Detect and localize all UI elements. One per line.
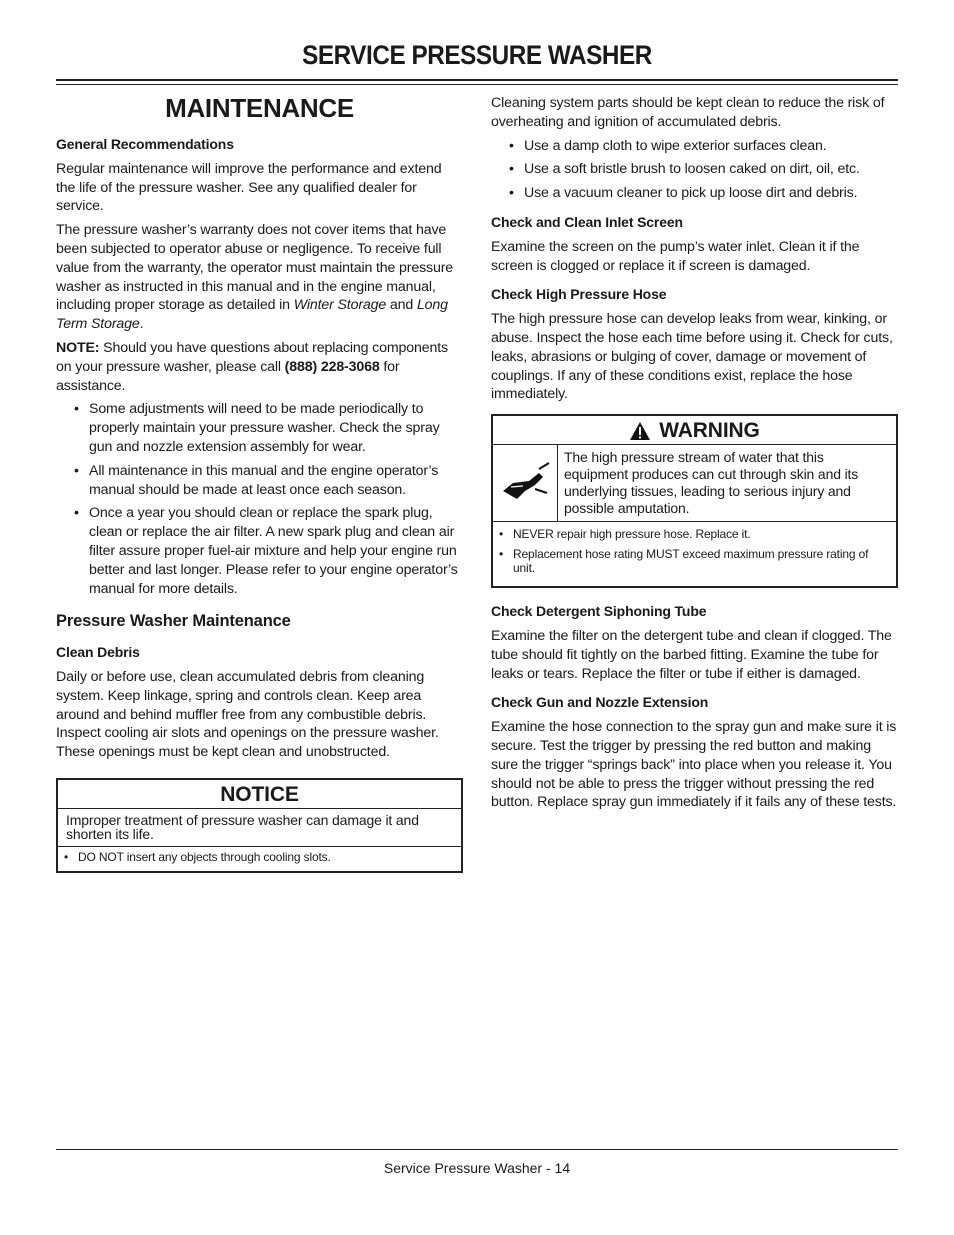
phone-number: (888) 228-3068 (284, 358, 380, 375)
warning-header (493, 416, 896, 445)
list-item: • Use a soft bristle brush to loosen caked on dirt, oil, etc. (491, 160, 898, 179)
list-item: • Once a year you should clean or replace the spark plug, clean or replace the air filter. A new spark plug and clean air filter assure proper fuel-air mixture and help your engine run better and last longer. Please refer to your engine operator’s manual for more details. (56, 504, 463, 598)
paragraph: Regular maintenance will improve the performance and extend the life of the pressure washer. See any qualified dealer for service. (56, 160, 442, 215)
warranty-paragraph (56, 221, 463, 334)
paragraph: Daily or before use, clean accumulated debris from cleaning system. Keep linkage, spring and controls clean. Keep area around and behind muffler free from any combustible debris. Inspect cooling air slots and openings on the pressure washer. These openings must be kept clean and unobstructed. (56, 668, 439, 761)
cleaning-list (491, 137, 898, 203)
section-title: MAINTENANCE (165, 93, 354, 123)
footer-rule (56, 1149, 898, 1150)
long-term-storage-ref: Long Term Storage (56, 297, 448, 333)
header-rule (56, 79, 898, 81)
text: . (139, 316, 144, 333)
paragraph: Cleaning system parts should be kept clean to reduce the risk of overheating and ignition of accumulated debris. (491, 95, 885, 130)
notice-box (56, 778, 463, 873)
warning-text: The high pressure stream of water that this equipment produces can cut through skin and its underlying tissues, leading to serious injury and possible amputation. (564, 449, 859, 517)
text: and (386, 297, 417, 314)
list-item: • Use a vacuum cleaner to pick up loose dirt and debris. (491, 184, 898, 203)
warning-row (493, 445, 896, 522)
note-paragraph (56, 339, 463, 395)
gun-heading: Check Gun and Nozzle Extension (491, 694, 709, 711)
list-item: • All maintenance in this manual and the engine operator’s manual should be made at least once each season. (56, 462, 463, 500)
warning-title: WARNING (659, 419, 760, 443)
warning-box (491, 414, 898, 588)
note-label: NOTE: (56, 339, 100, 356)
notice-text: Improper treatment of pressure washer can damage it and shorten its life. (58, 809, 461, 847)
text: Should you have questions about replacing components on your pressure washer, please call (56, 339, 448, 375)
injection-hazard-icon (493, 445, 558, 521)
detergent-heading: Check Detergent Siphoning Tube (491, 603, 707, 620)
page-title: SERVICE PRESSURE WASHER (302, 40, 652, 70)
list-item: • NEVER repair high pressure hose. Replace it. (499, 527, 890, 541)
hose-heading: Check High Pressure Hose (491, 286, 667, 303)
clean-debris-heading: Clean Debris (56, 644, 140, 661)
recommendation-list (56, 400, 463, 598)
header-rule-thin (56, 84, 898, 85)
left-column (56, 94, 463, 873)
notice-title: NOTICE (58, 780, 461, 809)
pw-maintenance-heading: Pressure Washer Maintenance (56, 612, 291, 631)
paragraph: Examine the filter on the detergent tube and clean if clogged. The tube should fit tightly on the barbed fitting. Examine the tube for leaks or tears. Replace the filter or tube if either is damaged. (491, 627, 892, 682)
notice-bullets (58, 847, 461, 871)
text: for assistance. (56, 358, 400, 394)
text: The pressure washer’s warranty does not cover items that have been subjected to operator abuse or negligence. To receive full value from the warranty, the operator must maintain the pressure washer as instructed in this manual and in the engine manual, including proper storage as detailed in (56, 222, 454, 314)
warning-bullets (493, 522, 896, 586)
list-item: • DO NOT insert any objects through cooling slots. (64, 850, 455, 864)
winter-storage-ref: Winter Storage (293, 297, 387, 314)
right-column (491, 94, 898, 817)
general-heading: General Recommendations (56, 136, 234, 152)
paragraph: Examine the screen on the pump’s water inlet. Clean it if the screen is clogged or replace it if screen is damaged. (491, 238, 860, 274)
page-footer: Service Pressure Washer - 14 (383, 1160, 571, 1176)
list-item: • Use a damp cloth to wipe exterior surfaces clean. (491, 137, 898, 156)
warning-triangle-icon (629, 421, 651, 441)
paragraph: Examine the hose connection to the spray gun and make sure it is secure. Test the trigger by pressing the red button and making sure the trigger “springs back” into place when you release it. You should not be able to press the trigger without pressing the red button. Replace spray gun immediately if it fails any of these tests. (491, 719, 897, 811)
list-item: • Some adjustments will need to be made periodically to properly maintain your pressure washer. Check the spray gun and nozzle extension assembly for wear. (56, 400, 463, 456)
list-item: • Replacement hose rating MUST exceed maximum pressure rating of unit. (499, 547, 890, 575)
paragraph: The high pressure hose can develop leaks from wear, kinking, or abuse. Inspect the hose each time before using it. Check for cuts, leaks, abrasions or bulging of cover, damage or movement of couplings. If any of these conditions exist, replace the hose immediately. (491, 311, 893, 403)
inlet-heading: Check and Clean Inlet Screen (491, 213, 683, 230)
